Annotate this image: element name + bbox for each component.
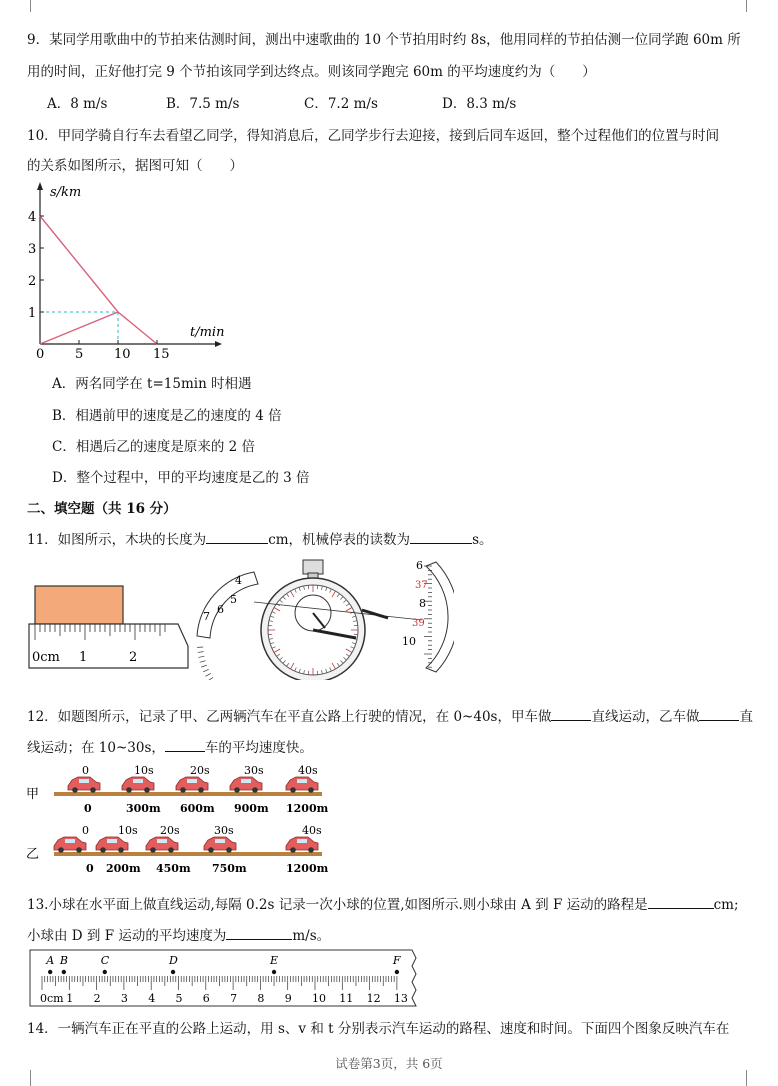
chart-x-tick-label: 15	[153, 347, 170, 362]
q13-ruler-label: 6	[202, 992, 210, 1005]
ruler-label-2: 2	[129, 650, 138, 665]
chart-x-tick-label: 0	[36, 347, 45, 362]
car-wheel	[226, 847, 232, 853]
q12-blank-yi-motion[interactable]	[699, 720, 739, 721]
q13-ruler-label: 8	[257, 992, 265, 1005]
minute-dial-tick	[205, 673, 210, 676]
q13-ruler-label: 7	[230, 992, 238, 1005]
ball-point-A	[48, 970, 52, 974]
car-window	[241, 779, 251, 783]
car-time-label: 20s	[190, 764, 210, 777]
minute-dial-tick	[198, 656, 204, 657]
q11-prefix: 11．如图所示，木块的长度为	[27, 532, 207, 548]
car-window	[297, 839, 307, 843]
car-body	[96, 837, 128, 850]
car-body	[286, 837, 318, 850]
second-dial-label-8: 8	[419, 597, 426, 610]
ball-point-F	[395, 970, 399, 974]
car-window	[133, 779, 143, 783]
q12-stem-line1	[27, 705, 753, 725]
car-wheel	[198, 787, 204, 793]
q13-ball-ruler-figure	[28, 948, 420, 1008]
wooden-block	[35, 586, 123, 624]
car-wheel	[252, 787, 258, 793]
car-wheel	[308, 847, 314, 853]
car-wheel	[234, 787, 240, 793]
ball-point-B	[62, 970, 66, 974]
car-time-label: 0	[82, 824, 89, 837]
ball-point-label: D	[169, 954, 178, 967]
q11-stem	[27, 528, 493, 548]
q13-blank-path[interactable]	[648, 908, 714, 909]
car-distance-label: 900m	[234, 802, 269, 815]
car-body	[286, 777, 318, 790]
q13-ruler-label: 5	[175, 992, 183, 1005]
car-time-label: 40s	[298, 764, 318, 777]
minute-dial-tick	[198, 652, 204, 653]
second-dial-label-37: 37	[415, 580, 428, 591]
q13-stem-line2	[27, 924, 330, 944]
car-icon	[68, 777, 100, 793]
minute-dial-tick	[200, 661, 206, 663]
minute-dial-tick	[203, 669, 208, 671]
q10-option-a: A．两名同学在 t=15min 时相遇	[52, 376, 252, 392]
car-distance-label: 1200m	[286, 802, 329, 815]
page-footer: 试卷第3页，共 6页	[335, 1056, 443, 1071]
q13-ruler-label: 4	[148, 992, 156, 1005]
chart-series-line-0	[40, 216, 157, 344]
car-body	[230, 777, 262, 790]
car-wheel	[100, 847, 106, 853]
car-wheel	[290, 847, 296, 853]
car-wheel	[126, 787, 132, 793]
minute-dial-tick	[201, 665, 207, 667]
car-time-label: 20s	[160, 824, 180, 837]
crop-mark-top-right	[746, 0, 763, 12]
minute-dial-zoom	[197, 572, 258, 638]
car-distance-label: 450m	[156, 862, 191, 875]
q13-ruler-label: 0cm	[40, 992, 64, 1005]
q13-ruler-label: 3	[120, 992, 128, 1005]
ball-point-C	[103, 970, 107, 974]
car-distance-label: 300m	[126, 802, 161, 815]
q13-line1-b: cm;	[713, 897, 739, 913]
q12-stem-line2	[27, 736, 313, 756]
car-wheel	[208, 847, 214, 853]
car-icon	[176, 777, 208, 793]
chart-y-tick-label: 1	[28, 306, 37, 321]
car-distance-label: 200m	[106, 862, 141, 875]
car-distance-label: 600m	[180, 802, 215, 815]
q11-blank-length[interactable]	[206, 543, 268, 544]
q12-line1-a: 12．如题图所示，记录了甲、乙两辆汽车在平直公路上行驶的情况，在 0~40s，甲车做	[27, 709, 552, 725]
car-window	[107, 839, 117, 843]
car-wheel	[180, 787, 186, 793]
car-wheel	[308, 787, 314, 793]
minute-dial-label-5: 5	[230, 593, 237, 606]
q12-cars-figure	[24, 764, 334, 882]
chart-x-axis-arrow	[215, 341, 222, 347]
q12-line1-c: 直	[739, 709, 753, 725]
q13-stem-line1	[27, 893, 739, 913]
ball-point-label: A	[46, 954, 55, 967]
q12-blank-faster-car[interactable]	[165, 751, 205, 752]
q10-option-c: C．相遇后乙的速度是原来的 2 倍	[52, 439, 256, 455]
second-dial-zoom	[426, 562, 454, 672]
car-icon	[230, 777, 262, 793]
car-distance-label: 1200m	[286, 862, 329, 875]
chart-x-axis-label: t/min	[190, 325, 225, 340]
crop-mark-top-left	[14, 0, 31, 12]
car-time-label: 30s	[244, 764, 264, 777]
q10-stem-line1: 10．甲同学骑自行车去看望乙同学，得知消息后，乙同学步行去迎接，接到后同车返回，整个过程他们的位置与时间	[27, 128, 720, 144]
car-wheel	[290, 787, 296, 793]
chart-x-tick-label: 5	[75, 347, 84, 362]
car-wheel	[72, 787, 78, 793]
car-distance-label: 0	[84, 802, 92, 815]
crop-mark-bottom-right	[746, 1070, 763, 1086]
chart-series-line-1	[40, 312, 118, 344]
section-title-fill-in: 二、填空题（共 16 分）	[27, 501, 177, 517]
car-window	[65, 839, 75, 843]
q11-blank-stopwatch[interactable]	[410, 543, 472, 544]
chart-y-tick-label: 3	[28, 242, 37, 257]
car-icon	[286, 837, 318, 853]
q13-ruler-label: 9	[284, 992, 292, 1005]
q10-option-d: D．整个过程中，甲的平均速度是乙的 3 倍	[52, 470, 310, 486]
car-window	[215, 839, 225, 843]
car-time-label: 10s	[134, 764, 154, 777]
q12-line1-b: 直线运动，乙车做	[591, 709, 700, 725]
car-window	[157, 839, 167, 843]
car-icon	[54, 837, 86, 853]
car-body	[68, 777, 100, 790]
ball-point-D	[171, 970, 175, 974]
chart-y-tick-label: 2	[28, 274, 37, 289]
car-icon	[146, 837, 178, 853]
second-dial-label-39: 39	[412, 618, 425, 629]
q13-ruler-label: 1	[66, 992, 74, 1005]
q13-ruler-body	[30, 950, 416, 1006]
q10-stem-line2: 的关系如图所示，据图可知（ ）	[27, 158, 243, 174]
car-body	[122, 777, 154, 790]
q9-option-c: C．7.2 m/s	[304, 96, 378, 112]
ball-point-label: C	[100, 954, 110, 967]
ruler-label-1: 1	[79, 650, 88, 665]
q9-option-b: B．7.5 m/s	[166, 96, 240, 112]
car-icon	[204, 837, 236, 853]
car-distance-label: 0	[86, 862, 94, 875]
car-icon	[122, 777, 154, 793]
q13-blank-speed[interactable]	[226, 939, 292, 940]
car-wheel	[144, 787, 150, 793]
ball-point-label: F	[392, 954, 401, 967]
car-body	[204, 837, 236, 850]
q13-ruler-label: 10	[312, 992, 326, 1005]
car-wheel	[118, 847, 124, 853]
ball-point-label: B	[59, 954, 68, 967]
car-icon	[96, 837, 128, 853]
car-wheel	[76, 847, 82, 853]
car-wheel	[58, 847, 64, 853]
chart-y-axis-label: s/km	[50, 185, 82, 200]
chart-y-axis-arrow	[37, 182, 43, 190]
q13-ruler-label: 11	[339, 992, 354, 1005]
car-window	[79, 779, 89, 783]
car-body	[54, 837, 86, 850]
q9-option-d: D．8.3 m/s	[442, 96, 517, 112]
car-time-label: 10s	[118, 824, 138, 837]
car-wheel	[90, 787, 96, 793]
car-icon	[286, 777, 318, 793]
q13-ruler-label: 2	[93, 992, 101, 1005]
road-jia	[54, 792, 322, 796]
car-time-label: 40s	[302, 824, 322, 837]
car-row-jia-label: 甲	[26, 787, 40, 802]
q11-stopwatch-figure	[192, 558, 454, 680]
chart-y-tick-label: 4	[28, 210, 37, 225]
q12-blank-jia-motion[interactable]	[551, 720, 591, 721]
road-yi	[54, 852, 322, 856]
car-wheel	[150, 847, 156, 853]
q9-stem-line1: 9．某同学用歌曲中的节拍来估测时间，测出中速歌曲的 10 个节拍用时约 8s，他用同样的节拍估测一位同学跑 60m 所	[27, 32, 741, 48]
q13-line2-a: 小球由 D 到 F 运动的平均速度为	[27, 928, 227, 944]
q13-ruler-label: 13	[393, 992, 408, 1005]
minute-dial-tick	[208, 677, 213, 680]
car-row-yi-label: 乙	[26, 847, 40, 862]
q13-line2-b: m/s。	[292, 928, 331, 944]
car-window	[187, 779, 197, 783]
stopwatch-crown	[303, 560, 323, 574]
car-time-label: 30s	[214, 824, 234, 837]
car-time-label: 0	[82, 764, 89, 777]
minute-dial-label-6: 6	[217, 603, 224, 616]
q12-line2-b: 车的平均速度快。	[204, 740, 313, 756]
q13-ruler-label: 12	[366, 992, 381, 1005]
car-distance-label: 750m	[212, 862, 247, 875]
q9-stem-line2: 用的时间，正好他打完 9 个节拍该同学到达终点。则该同学跑完 60m 的平均速度约为（ ）	[27, 64, 596, 80]
second-dial-label-10: 10	[402, 635, 416, 648]
car-window	[297, 779, 307, 783]
q11-suffix: s。	[472, 532, 493, 548]
minute-dial-label-4: 4	[235, 574, 242, 587]
q14-stem-line1: 14．一辆汽车正在平直的公路上运动，用 s、v 和 t 分别表示汽车运动的路程、速度和时间。下面四个图象反映汽车在	[27, 1021, 730, 1037]
crop-mark-bottom-left	[14, 1070, 31, 1086]
q13-line1-a: 13.小球在水平面上做直线运动,每隔 0.2s 记录一次小球的位置,如图所示.则小球由 A 到 F 运动的路程是	[27, 897, 648, 913]
q11-block-ruler-figure	[26, 582, 190, 670]
second-dial-label-6: 6	[416, 559, 423, 572]
chart-x-tick-label: 10	[114, 347, 131, 362]
car-body	[146, 837, 178, 850]
q9-option-a: A．8 m/s	[47, 96, 108, 112]
q11-mid: cm，机械停表的读数为	[268, 532, 411, 548]
car-wheel	[168, 847, 174, 853]
ball-point-label: E	[270, 954, 279, 967]
q12-line2-a: 线运动；在 10~30s，	[27, 740, 165, 756]
q10-position-time-chart	[20, 176, 230, 366]
ruler-label-0: 0cm	[32, 650, 60, 665]
ball-point-E	[272, 970, 276, 974]
car-body	[176, 777, 208, 790]
q10-option-b: B．相遇前甲的速度是乙的速度的 4 倍	[52, 408, 282, 424]
minute-dial-label-7: 7	[203, 610, 210, 623]
